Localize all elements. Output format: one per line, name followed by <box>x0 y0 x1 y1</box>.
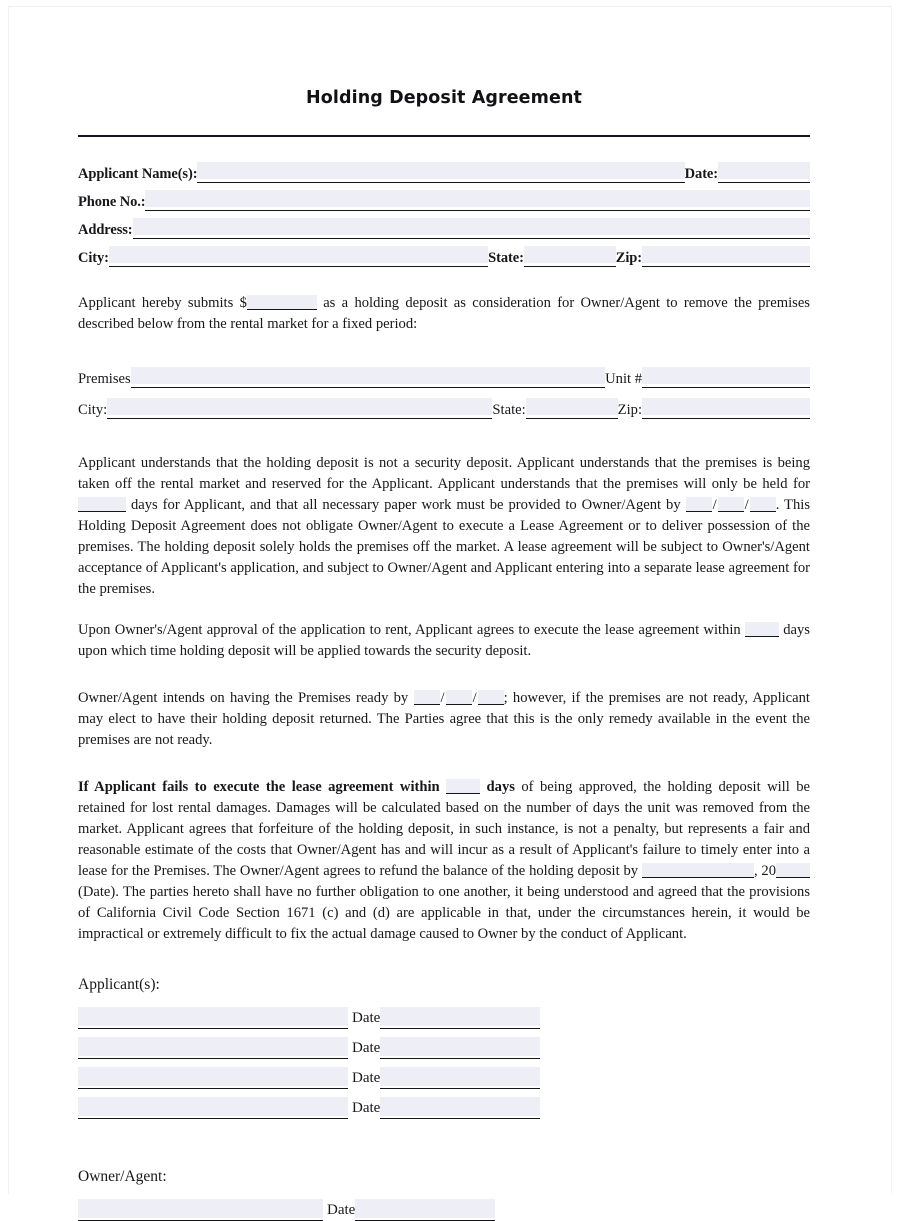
date-slash: / <box>712 497 717 514</box>
applicant-signature-date-input[interactable] <box>380 1007 540 1029</box>
phone-row <box>78 183 810 211</box>
applicant-signature-row <box>78 1029 810 1059</box>
p4-text-5: (Date). The parties hereto shall have no further obligation to one another, it being understood and agreed that the provisions of California Civil Code Section 1671 (c) and (d) are applicable in that, under the circumstances herein, it would be impractical or extremely difficult to fix the actual damage caused to Owner by the conduct of Applicant. <box>78 884 810 943</box>
applicant-date-label: Date: <box>684 165 718 182</box>
applicant-signature-input[interactable] <box>78 1097 348 1119</box>
premises-label: Premises <box>78 370 131 387</box>
field-highlight <box>131 367 605 384</box>
owner-signature-date-input[interactable] <box>355 1199 495 1221</box>
date-slash: / <box>472 690 477 707</box>
refund-year-blank[interactable] <box>776 863 810 878</box>
applicant-info-block <box>78 155 810 267</box>
applicant-signature-row <box>78 1059 810 1089</box>
city-input[interactable] <box>109 246 488 267</box>
field-highlight <box>78 1199 323 1218</box>
field-highlight <box>380 1007 540 1026</box>
body-paragraph-4 <box>78 777 810 945</box>
field-highlight <box>642 367 810 384</box>
field-rule <box>109 266 488 267</box>
zip-label: Zip: <box>615 249 642 266</box>
phone-label: Phone No.: <box>78 193 146 210</box>
p4-bold-text-1: If Applicant fails to execute the lease agreement within <box>78 779 447 796</box>
field-highlight <box>718 162 810 179</box>
unit-number-input[interactable] <box>642 367 810 388</box>
state-input[interactable] <box>524 246 616 267</box>
field-highlight <box>380 1067 540 1086</box>
document-content <box>78 0 810 1221</box>
p2-text-2: days upon which time holding deposit will be applied towards the security deposit. <box>78 622 810 660</box>
page-edge-right <box>891 6 892 1194</box>
date-label: Date <box>352 1070 381 1087</box>
field-highlight <box>642 246 810 263</box>
ready-date-month-blank[interactable] <box>414 690 440 705</box>
failure-days-blank[interactable] <box>446 779 480 794</box>
date-slash: / <box>440 690 445 707</box>
applicant-signature-date-input[interactable] <box>380 1037 540 1059</box>
premises-state-label: State: <box>492 401 526 418</box>
paperwork-date-day-blank[interactable] <box>718 497 744 512</box>
field-rule <box>380 1088 540 1089</box>
p3-text-1: Owner/Agent intends on having the Premises ready by <box>78 690 414 707</box>
phone-input[interactable] <box>145 190 810 211</box>
deposit-amount-blank[interactable] <box>247 295 317 310</box>
owner-signature-input[interactable] <box>78 1199 323 1221</box>
applicant-signature-section <box>78 975 810 1119</box>
field-highlight <box>78 1037 348 1056</box>
city-label: City: <box>78 249 109 266</box>
field-rule <box>78 1028 348 1029</box>
field-highlight <box>197 162 684 179</box>
p4-text-3: of being approved, the holding deposit will be retained for lost rental damages. Damages will be calculated based on the number of days the unit was removed from the market. Applicant agrees that forfeiture of the holding deposit, in such instance, is not a penalty, but represents a fair and reasonable estimate of the costs that Owner/Agent has and will incur as a result of Applicant's failure to timely enter into a lease for the Premises. The Owner/Agent agrees to refund the balance of the holding deposit by <box>78 779 810 880</box>
field-rule <box>107 418 492 419</box>
intro-text-before: Applicant hereby submits $ <box>78 295 247 312</box>
p4-text-4: , 20 <box>753 863 777 880</box>
applicant-signature-date-input[interactable] <box>380 1067 540 1089</box>
field-rule <box>526 418 618 419</box>
unit-number-label: Unit # <box>605 370 642 387</box>
premises-city-state-zip-row <box>78 388 810 419</box>
paperwork-date-month-blank[interactable] <box>686 497 712 512</box>
premises-input[interactable] <box>131 367 605 388</box>
field-highlight <box>133 218 810 235</box>
date-label: Date <box>327 1202 356 1219</box>
intro-text-after: as a holding deposit as consideration for Owner/Agent to remove the premises described below from the rental market for a fixed period: <box>78 295 810 333</box>
address-input[interactable] <box>133 218 810 239</box>
city-state-zip-row <box>78 239 810 267</box>
applicant-signature-date-input[interactable] <box>380 1097 540 1119</box>
zip-input[interactable] <box>642 246 810 267</box>
p3-text-2: ; however, if the premises are not ready, Applicant may elect to have their holding deposit returned. The Parties agree that this is the only remedy available in the event the premises are not ready. <box>78 690 810 749</box>
page-edge-left <box>8 6 9 1194</box>
field-highlight <box>380 1037 540 1056</box>
applicant-signature-heading: Applicant(s): <box>78 976 160 994</box>
page-title: Holding Deposit Agreement <box>306 88 582 108</box>
refund-date-blank[interactable] <box>642 863 754 878</box>
date-label: Date <box>352 1010 381 1027</box>
field-highlight <box>78 1067 348 1086</box>
field-highlight <box>78 1007 348 1026</box>
body-paragraph-2 <box>78 620 810 662</box>
field-highlight <box>109 246 488 263</box>
field-highlight <box>107 398 492 415</box>
header-divider <box>78 135 810 137</box>
field-highlight <box>355 1199 495 1218</box>
owner-signature-heading: Owner/Agent: <box>78 1168 167 1186</box>
owner-signature-row <box>78 1191 810 1221</box>
field-highlight <box>524 246 616 263</box>
premises-city-label: City: <box>78 401 108 418</box>
premises-zip-input[interactable] <box>642 398 810 419</box>
body-paragraph-3 <box>78 688 810 751</box>
p1-text-2: days for Applicant, and that all necessary paper work must be provided to Owner/Agent by <box>126 497 686 514</box>
field-rule <box>380 1058 540 1059</box>
intro-paragraph <box>78 293 810 335</box>
premises-zip-label: Zip: <box>617 401 642 418</box>
field-highlight <box>642 398 810 415</box>
p4-bold-text-2: days <box>480 779 515 796</box>
field-rule <box>78 1118 348 1119</box>
applicant-name-row <box>78 155 810 183</box>
premises-block <box>78 357 810 419</box>
p2-text-1: Upon Owner's/Agent approval of the application to rent, Applicant agrees to execute the lease agreement within <box>78 622 745 639</box>
premises-row <box>78 357 810 388</box>
p1-text-1: Applicant understands that the holding deposit is not a security deposit. Applicant understands that the premises is being taken off the rental market and reserved for the Applicant. Applicant understands that the premises will only be held for <box>78 455 810 493</box>
applicant-signature-input[interactable] <box>78 1037 348 1059</box>
applicant-signature-input[interactable] <box>78 1067 348 1089</box>
applicant-date-input[interactable] <box>718 162 810 183</box>
field-rule <box>524 266 616 267</box>
state-label: State: <box>488 249 524 266</box>
ready-date-year-blank[interactable] <box>478 690 504 705</box>
p1-text-3: . This Holding Deposit Agreement does not obligate Owner/Agent to execute a Lease Agreement or to deliver possession of the premises. The holding deposit solely holds the premises off the market. A lease agreement will be subject to Owner's/Agent acceptance of Applicant's application, and subject to Owner/Agent and Applicant entering into a separate lease agreement for the premises. <box>78 497 810 598</box>
field-highlight <box>78 1097 348 1116</box>
hold-days-blank[interactable] <box>78 497 126 512</box>
field-rule <box>78 1088 348 1089</box>
address-row <box>78 211 810 239</box>
ready-date-day-blank[interactable] <box>446 690 472 705</box>
date-label: Date <box>352 1100 381 1117</box>
field-highlight <box>145 190 810 207</box>
field-rule <box>642 266 810 267</box>
premises-city-input[interactable] <box>107 398 492 419</box>
premises-state-input[interactable] <box>526 398 618 419</box>
field-rule <box>380 1028 540 1029</box>
date-slash: / <box>744 497 749 514</box>
date-label: Date <box>352 1040 381 1057</box>
applicant-signature-input[interactable] <box>78 1007 348 1029</box>
execute-days-blank[interactable] <box>745 622 779 637</box>
address-label: Address: <box>78 221 133 238</box>
applicant-name-input[interactable] <box>197 162 684 183</box>
field-rule <box>642 418 810 419</box>
applicant-signature-row <box>78 999 810 1029</box>
field-highlight <box>526 398 618 415</box>
field-highlight <box>380 1097 540 1116</box>
body-paragraph-1 <box>78 453 810 600</box>
applicant-signature-row <box>78 1089 810 1119</box>
owner-signature-section <box>78 1167 810 1221</box>
field-rule <box>78 1058 348 1059</box>
paperwork-date-year-blank[interactable] <box>750 497 776 512</box>
field-rule <box>380 1118 540 1119</box>
applicant-name-label: Applicant Name(s): <box>78 165 198 182</box>
